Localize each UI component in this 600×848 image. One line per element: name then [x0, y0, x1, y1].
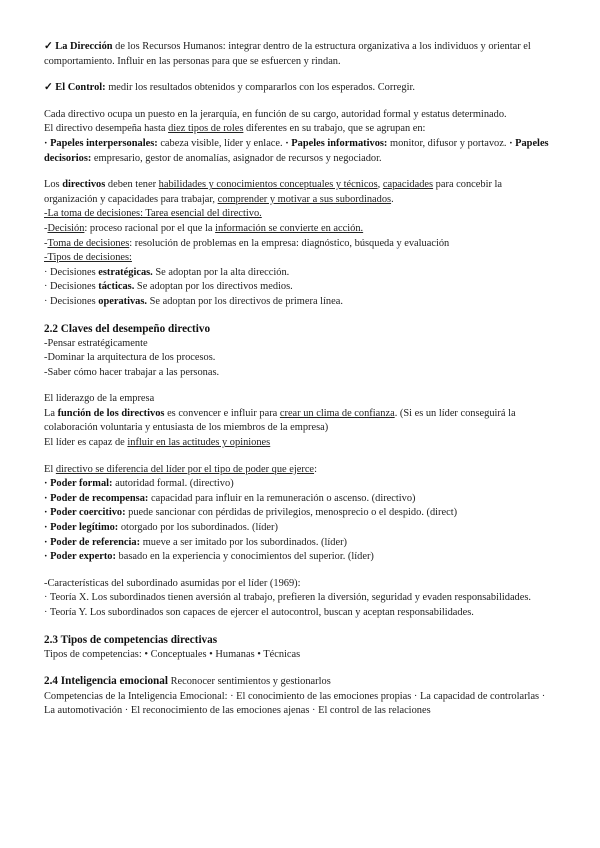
paragraph-control: ✓ El Control: medir los resultados obtenidos y compararlos con los esperados. Corregir. [44, 82, 415, 94]
line-tipos-competencias: Tipos de competencias: • Conceptuales • Humanas • Técnicas [44, 648, 301, 660]
list-item-teoria-y: · Teoría Y. Los subordinados son capaces de ejercer el autocontrol, buscan y aceptan responsabilidades. [44, 607, 474, 618]
list-item-poder-formal: · Poder formal: autoridad formal. (directivo) [44, 478, 234, 490]
paragraph-direccion: ✓ La Dirección de los Recursos Humanos: integrar dentro de la estructura organizativa a los individuos y orientar el comportamiento. Influir en las personas para que se esfuercen y rindan. [44, 41, 531, 67]
paragraph-habilidades: Los directivos deben tener habilidades y conocimientos conceptuales y técnicos, capacidades para concebir la organización y capacidades para trabajar, comprender y motivar a sus subordinados. [44, 179, 503, 205]
paragraph-funcion-directivos: La función de los directivos es convencer e influir para crear un clima de confianza. (Si es un líder conseguirá la colaboración voluntaria y entusiasta de los miembros de la empresa) [44, 407, 516, 434]
list-item-poder-coercitivo: · Poder coercitivo: puede sancionar con pérdidas de privilegios, menosprecio o el despido. (direct) [44, 507, 458, 519]
line-directivo-poder: El directivo se diferencia del líder por el tipo de poder que ejerce: [44, 463, 317, 475]
line-decision: -Decisión: proceso racional por el que la información se convierte en acción. [44, 222, 364, 234]
list-item-poder-experto: · Poder experto: basado en la experiencia y conocimientos del superior. (líder) [44, 551, 374, 563]
list-item-poder-referencia: · Poder de referencia: mueve a ser imitado por los subordinados. (líder) [44, 536, 347, 548]
paragraph-jerarquia: Cada directivo ocupa un puesto en la jerarquía, en función de su cargo, autoridad formal y estatus determinado. [44, 108, 507, 120]
list-item-pensar: -Pensar estratégicamente [44, 337, 148, 349]
paragraph-competencias-ie: Competencias de la Inteligencia Emocional: · El conocimiento de las emociones propias · La capacidad de controlarlas · La automotivación · El reconocimiento de las emociones ajenas · El control de las relaciones [44, 690, 546, 717]
list-item-poder-recompensa: · Poder de recompensa: capacidad para influir en la remuneración o ascenso. (directivo) [44, 492, 416, 504]
list-item-teoria-x: · Teoría X. Los subordinados tienen aversión al trabajo, prefieren la diversión, seguridad y evaden responsabilidades. [44, 592, 531, 604]
line-caracteristicas-subordinado: -Características del subordinado asumidas por el líder (1969): [44, 577, 301, 589]
heading-tipos-competencias: 2.3 Tipos de competencias directivas [44, 633, 218, 646]
list-item-dominar: -Dominar la arquitectura de los procesos. [44, 352, 216, 364]
list-item-operativas: · Decisiones operativas. Se adoptan por los directivos de primera línea. [44, 295, 343, 307]
paragraph-roles-intro: El directivo desempeña hasta diez tipos de roles diferentes en su trabajo, que se agrupan en: [44, 123, 426, 135]
line-toma-decisiones: -La toma de decisiones: Tarea esencial del directivo. [44, 208, 262, 220]
line-tipos-decisiones: -Tipos de decisiones: [44, 252, 132, 264]
list-item-saber: -Saber cómo hacer trabajar a las personas. [44, 366, 220, 378]
heading-inteligencia-emocional: 2.4 Inteligencia emocional Reconocer sentimientos y gestionarlos [44, 675, 331, 688]
line-toma-de-decisiones: -Toma de decisiones: resolución de problemas en la empresa: diagnóstico, búsqueda y evaluación [44, 237, 450, 249]
paragraph-roles-list: · Papeles interpersonales: cabeza visible, líder y enlace. · Papeles informativos: monitor, difusor y portavoz. · Papeles decisorios: empresario, gestor de anomalías, asignador de recursos y negociador. [44, 137, 549, 164]
powers-list [44, 477, 556, 565]
line-lider-capaz: El líder es capaz de influir en las actitudes y opiniones [44, 437, 271, 449]
list-item-tacticas: · Decisiones tácticas. Se adoptan por los directivos medios. [44, 281, 293, 293]
line-liderazgo: El liderazgo de la empresa [44, 393, 155, 405]
heading-claves-desempeno: 2.2 Claves del desempeño directivo [44, 322, 211, 335]
list-item-estrategicas: · Decisiones estratégicas. Se adoptan por la alta dirección. [44, 266, 290, 278]
list-item-poder-legitimo: · Poder legítimo: otorgado por los subordinados. (líder) [44, 522, 278, 534]
